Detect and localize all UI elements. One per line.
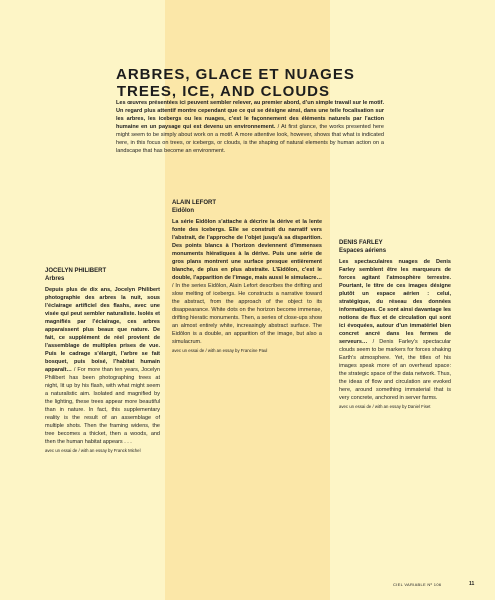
- artist-text-english: / In the series Eidōlon, Alain Lefort describes the drifting and slow melting of icebergs. He constructs a narrative toward the abstract, from the approach of the object to its disappearance. White dots on the horizon become immense, drifting hieratic monuments. Then, a series of close-ups show an almost entirely white, increasingly abstract surface. The Eidōlon is a double, an apparition of the image, but also a simulacrum.: [172, 283, 322, 345]
- artist-text: [172, 218, 322, 346]
- artist-column-philibert: [45, 268, 160, 454]
- intro-paragraph: [116, 99, 384, 155]
- title-french: ARBRES, GLACE ET NUAGES: [116, 66, 355, 83]
- artist-text-french: Depuis plus de dix ans, Jocelyn Philibert photographie des arbres la nuit, sous l’éclairage artificiel des flashs, avec une visée qui peut sembler naturaliste. Isolés et magnifiés par l’éclairage, ces arbres apparaissent plus beaux que nature. De fait, ce supplément de réel provient de l’assemblage de multiples prises de vue. Puis le cadrage s’élargit, l’arbre se fait bosquet, puis boisé, l’habitat humain apparaît…: [45, 287, 160, 373]
- artist-text-english: / For more than ten years, Jocelyn Philibert has been photographing trees at night, lit up by his flash, with what might seem a naturalistic aim. Isolated and magnified by the lighting, these trees appear more beautiful than in nature. In fact, this supplementary reality is the result of an assemblage of multiple shots. Then the framing widens, the tree becomes a thicket, then a woods, and then the human habitat appears . . .: [45, 367, 160, 445]
- page-number: 11: [469, 581, 475, 587]
- essay-credit: avec un essai de / with an essay by Franck Michel: [45, 448, 141, 453]
- series-title: Arbres: [45, 275, 65, 282]
- artist-text: [45, 286, 160, 446]
- essay-credit: avec un essai de / with an essay by Francine Paul: [172, 348, 268, 353]
- intro-french: Les œuvres présentées ici peuvent sembler relever, au premier abord, d’un simple travail sur le motif. Un regard plus attentif montre cependant que ce qui se désigne ainsi, dans une telle focalisation sur les arbres, les icebergs ou les nuages, c’est le façonnement des éléments naturels par l’action humaine en un paysage qui est devenu un environnement.: [116, 100, 384, 131]
- artist-name: ALAIN LEFORT: [172, 200, 216, 206]
- artist-column-farley: [339, 240, 451, 410]
- artist-name: JOCELYN PHILIBERT: [45, 268, 107, 274]
- artist-name: DENIS FARLEY: [339, 240, 383, 246]
- intro-english: / At first glance, the works presented here might seem to be simply about work on a motif. A more attentive look, however, shows that what is indicated here, in this focus on trees, or icebergs, or clouds, is the shaping of natural elements by human action on a landscape that has become an environment.: [116, 124, 384, 155]
- essay-credit: avec un essai de / with an essay by Daniel Fiset: [339, 404, 431, 409]
- artist-text-french: Les spectaculaires nuages de Denis Farley semblent être les marqueurs de forces agitant l’atmosphère terrestre. Pourtant, le titre de ces images désigne plutôt un espace aérien : celui, stratégique, du réseau des données informatiques. Ce sont ainsi davantage les notions de flux et de circulation qui sont ici évoquées, autour d’un immatériel bien concret ancré dans les fermes de serveurs…: [339, 259, 451, 345]
- series-title: Espaces aériens: [339, 247, 387, 254]
- series-title: Eidōlon: [172, 207, 194, 214]
- magazine-footer: CIEL VARIABLE Nº 106: [393, 582, 442, 587]
- artist-text-english: / Denis Farley’s spectacular clouds seem to be markers for forces shaking Earth’s atmosphere. Yet, the titles of his images speak more of an overhead space: the strategic space of the data network. Thus, the ideas of flow and circulation are evoked here, around something immaterial that is very concrete, anchored in server farms.: [339, 339, 451, 401]
- artist-text: [339, 258, 451, 402]
- artist-text-french: La série Eidōlon s’attache à décrire la dérive et la lente fonte des icebergs. Elle se construit du narratif vers l’abstrait, de l’approche de l’objet jusqu’à sa disparition. Des points blancs à l’horizon deviennent d’immenses monuments hiératiques à la dérive. Puis une série de gros plans montrent une surface presque entièrement blanche, de plus en plus abstraite. L’Eidōlon, c’est le double, l’apparition de l’image, mais aussi le simulacre…: [172, 219, 322, 281]
- title-english: TREES, ICE, AND CLOUDS: [116, 83, 330, 100]
- artist-column-lefort: [172, 200, 322, 354]
